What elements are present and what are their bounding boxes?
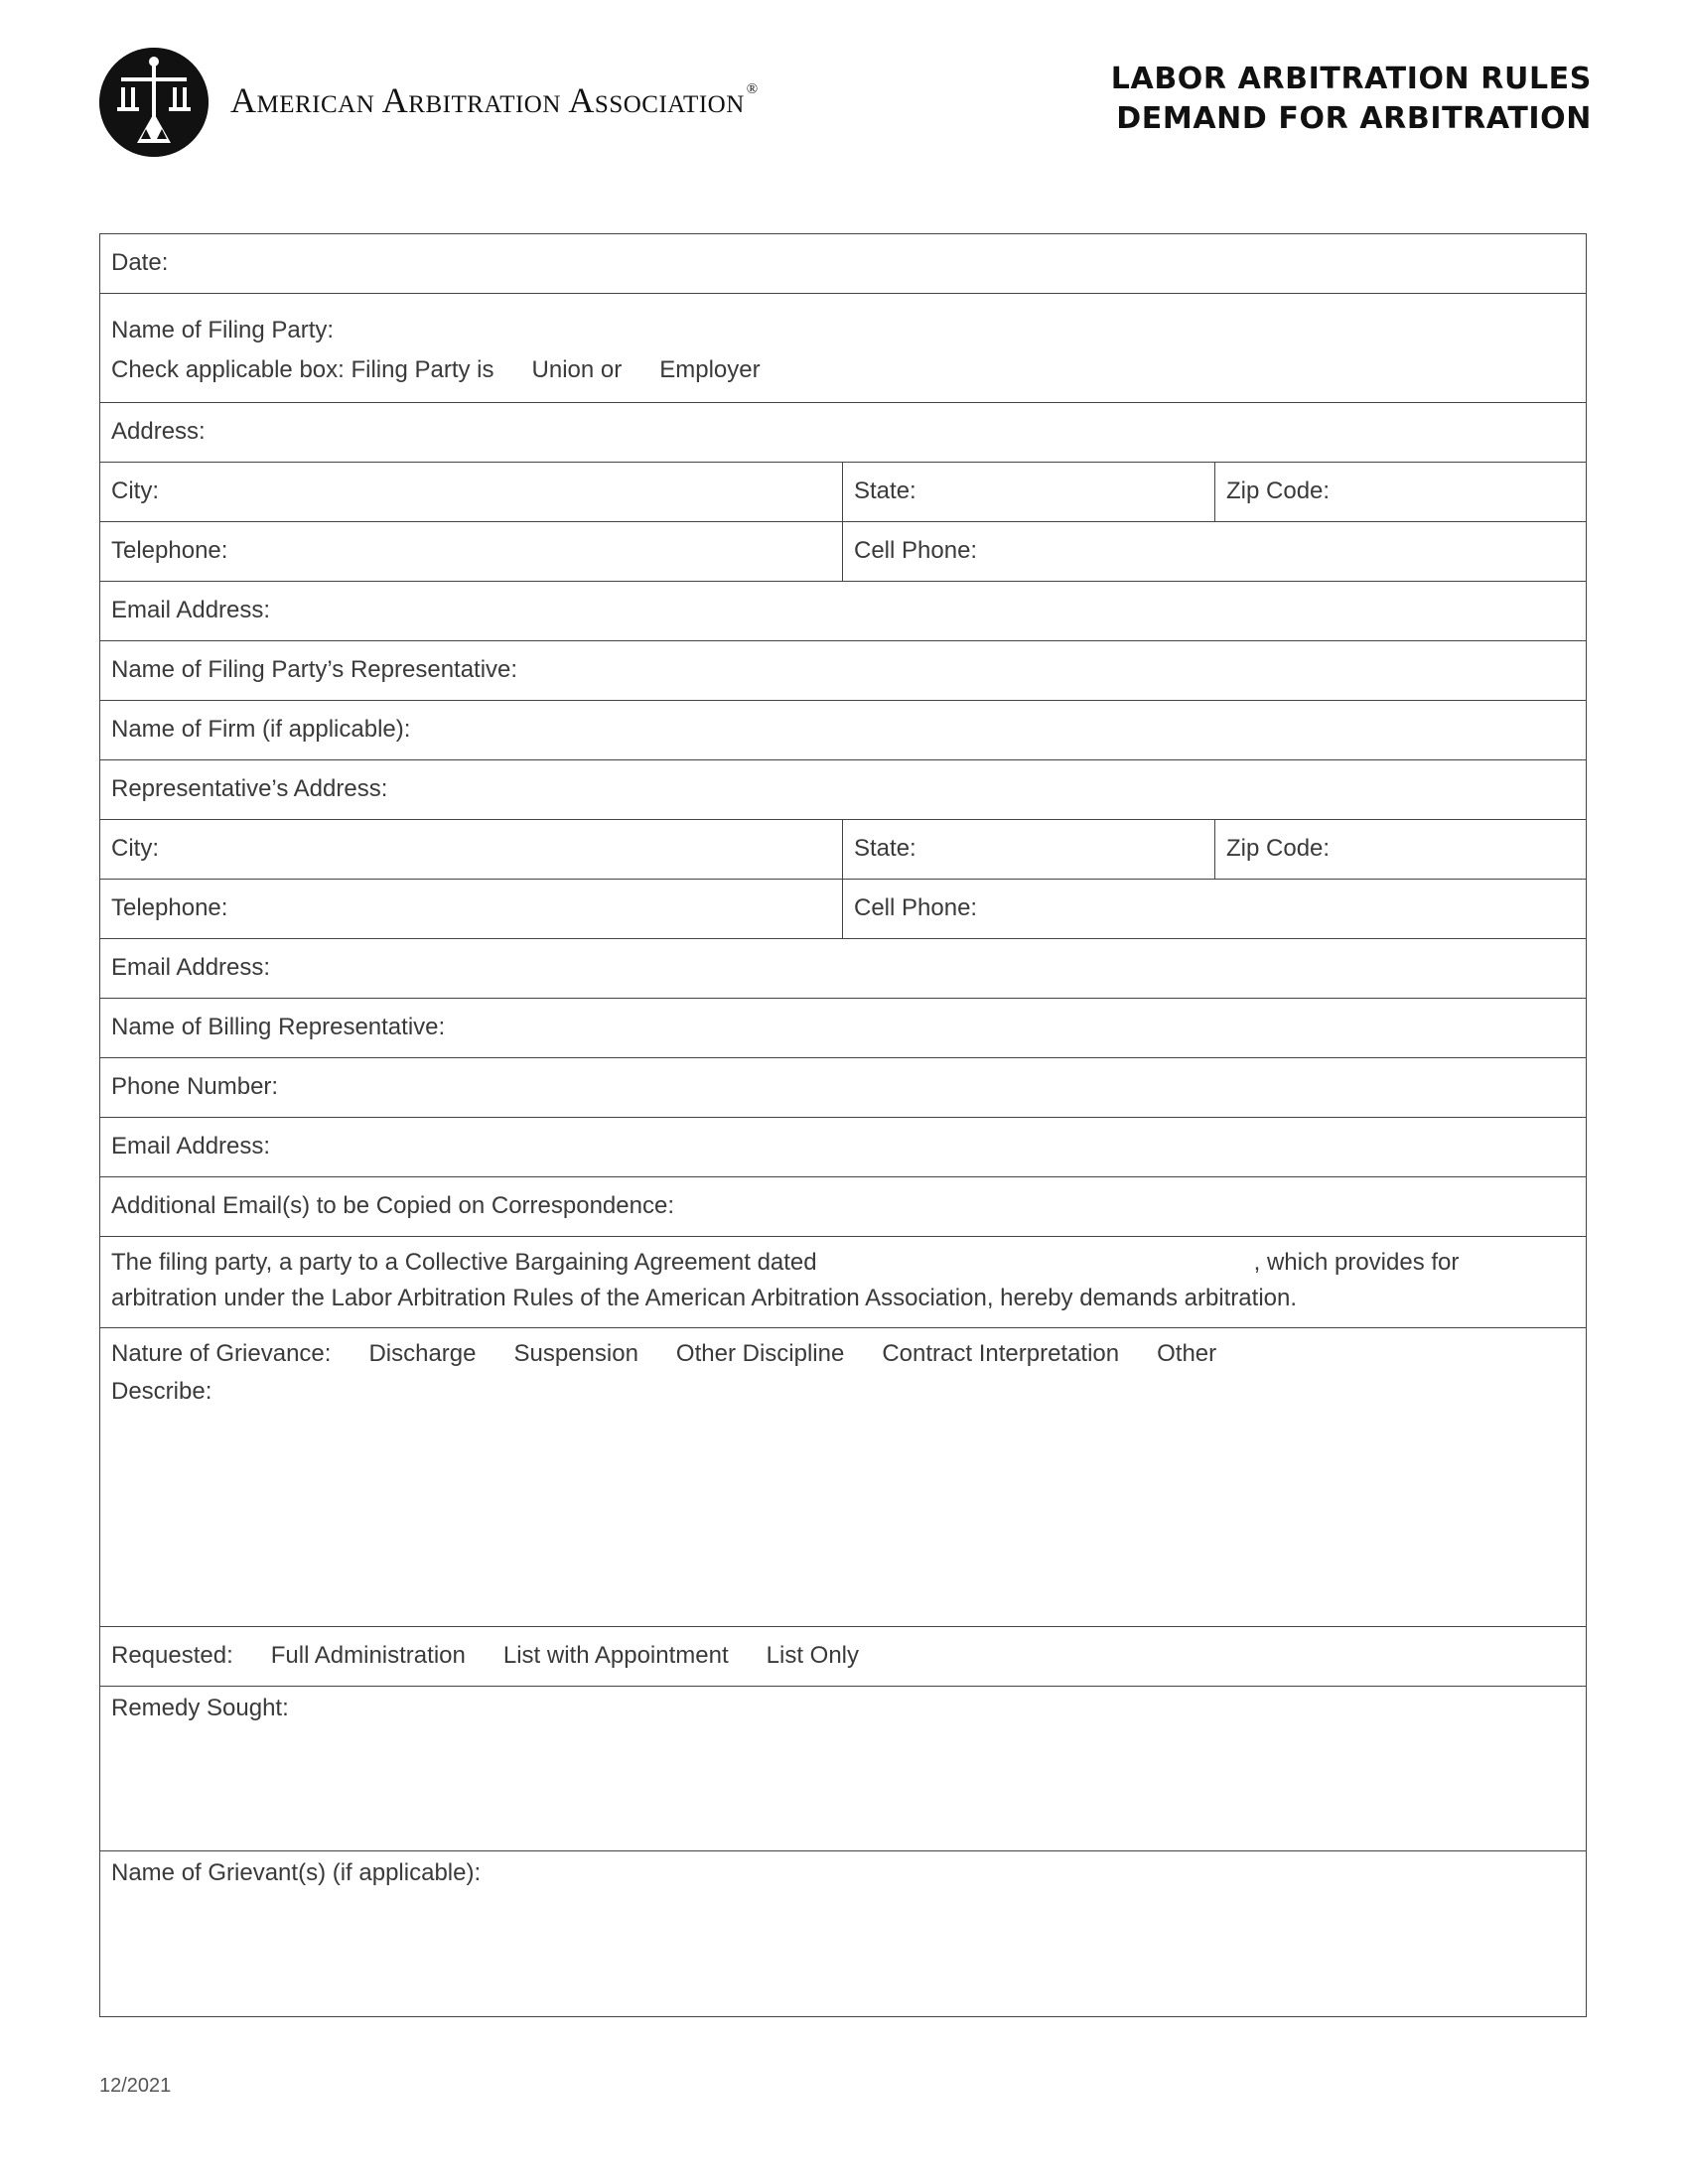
filing-party-name-field[interactable]: Name of Filing Party: [111,317,335,343]
grievants-row [100,1851,1586,2016]
party-type-employer-checkbox[interactable]: Employer [659,356,761,383]
rep-city-state-zip-row [100,820,1586,880]
grievance-label: Nature of Grievance: [111,1340,332,1367]
grievance-options-line [111,1334,1586,1374]
zip-field[interactable]: Zip Code: [1226,478,1331,504]
representative-row [100,641,1586,701]
billing-email-row [100,1118,1586,1177]
grievance-suspension-checkbox[interactable]: Suspension [513,1340,638,1367]
grievance-row [100,1328,1586,1627]
additional-emails-field[interactable]: Additional Email(s) to be Copied on Correspondence: [111,1192,674,1219]
rep-cell-phone-field[interactable]: Cell Phone: [854,894,978,921]
rep-city-field[interactable]: City: [100,820,843,879]
city-field[interactable]: City: [100,463,843,521]
requested-cell [100,1627,1586,1686]
billing-phone-row [100,1058,1586,1118]
phone-row [100,522,1586,582]
firm-row [100,701,1586,760]
grievants-field[interactable]: Name of Grievant(s) (if applicable): [111,1859,482,1886]
address-field[interactable]: Address: [111,418,206,445]
form-title [1111,60,1592,139]
scales-of-justice-icon [99,48,209,157]
cell-phone-field[interactable]: Cell Phone: [854,537,978,564]
billing-rep-field[interactable]: Name of Billing Representative: [111,1014,446,1040]
grievance-contract-interpretation-checkbox[interactable]: Contract Interpretation [882,1340,1120,1367]
org-name [230,79,759,121]
telephone-field[interactable]: Telephone: [100,522,843,581]
agreement-text-c: arbitration under the Labor Arbitration Rules of the American Arbitration Association, hereby demands arbitration. [111,1285,1298,1311]
title-line-2: DEMAND FOR ARBITRATION [1116,101,1592,136]
remedy-row [100,1687,1586,1851]
revision-date: 12/2021 [99,2075,172,2097]
filing-party-cell [100,294,1586,402]
filing-party-row [100,294,1586,403]
rep-telephone-field[interactable]: Telephone: [100,880,843,938]
rep-state-field[interactable]: State: [843,820,1215,879]
billing-email-field[interactable]: Email Address: [111,1133,271,1160]
billing-phone-field[interactable]: Phone Number: [111,1073,279,1100]
describe-field[interactable]: Describe: [111,1378,212,1405]
title-line-1: LABOR ARBITRATION RULES [1110,62,1592,96]
rep-address-field[interactable]: Representative’s Address: [111,775,388,802]
city-state-zip-row [100,463,1586,522]
rep-address-row [100,760,1586,820]
state-field[interactable]: State: [843,463,1215,521]
date-field[interactable]: Date: [111,249,169,276]
representative-name-field[interactable]: Name of Filing Party’s Representative: [111,656,518,683]
party-type-union-checkbox[interactable]: Union or [531,356,623,383]
aaa-logo [99,48,209,157]
additional-emails-row [100,1177,1586,1237]
agreement-line-1 [111,1245,1586,1281]
date-row [100,234,1586,294]
rep-phone-row [100,880,1586,939]
email-row [100,582,1586,641]
grievance-discharge-checkbox[interactable]: Discharge [368,1340,477,1367]
party-type-line [111,345,1586,395]
agreement-row [100,1237,1586,1328]
grievance-other-checkbox[interactable]: Other [1157,1340,1217,1367]
agreement-text-b: , which provides for [1253,1249,1460,1276]
firm-name-field[interactable]: Name of Firm (if applicable): [111,716,411,743]
requested-label: Requested: [111,1642,233,1669]
requested-row [100,1627,1586,1687]
requested-list-with-appointment-checkbox[interactable]: List with Appointment [502,1642,729,1669]
agreement-text-a: The filing party, a party to a Collective Bargaining Agreement dated [111,1249,817,1276]
rep-zip-field[interactable]: Zip Code: [1226,835,1331,862]
requested-full-administration-checkbox[interactable]: Full Administration [270,1642,466,1669]
address-row [100,403,1586,463]
grievance-other-discipline-checkbox[interactable]: Other Discipline [675,1340,845,1367]
party-type-prompt: Check applicable box: Filing Party is [111,356,494,383]
demand-form [99,233,1587,2017]
org-name-text: American Arbitration Association [230,80,745,120]
grievance-cell [100,1328,1586,1626]
rep-email-row [100,939,1586,999]
email-field[interactable]: Email Address: [111,597,271,623]
remedy-field[interactable]: Remedy Sought: [111,1695,289,1721]
rep-email-field[interactable]: Email Address: [111,954,271,981]
requested-list-only-checkbox[interactable]: List Only [766,1642,860,1669]
billing-rep-row [100,999,1586,1058]
agreement-statement [100,1237,1586,1327]
registered-mark: ® [746,81,759,97]
